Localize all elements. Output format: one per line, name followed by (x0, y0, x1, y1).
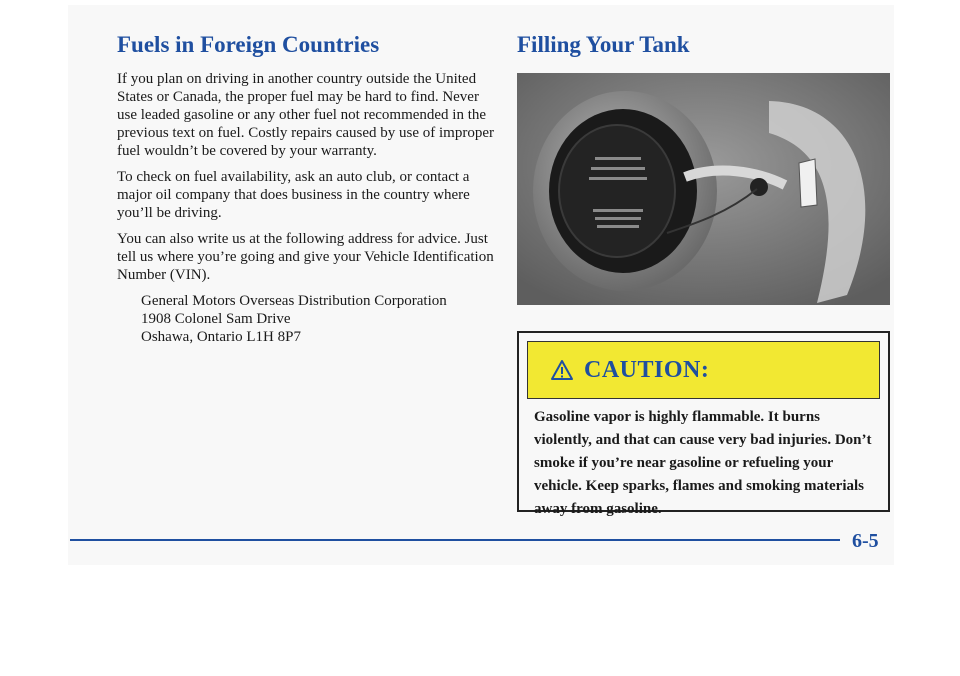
paragraph-write-us: You can also write us at the following address for advice. Just tell us where you’re going and give your Vehicle Identification Number (VIN). (117, 231, 494, 283)
fuels-foreign-heading: Fuels in Foreign Countries (117, 32, 380, 57)
filling-tank-heading: Filling Your Tank (517, 32, 690, 57)
warning-triangle-icon (550, 359, 574, 381)
left-column (117, 32, 497, 346)
paragraph-improper-fuel: If you plan on driving in another country outside the United States or Canada, the proper fuel may be hard to find. Never use leaded gasoline or any other fuel not recommended in the previous text on fuel. Costly repairs caused by use of improper fuel wouldn’t be covered by your warranty. (117, 71, 494, 159)
caution-title: CAUTION: (584, 356, 710, 383)
caution-box (517, 331, 890, 517)
address-line-city: Oshawa, Ontario L1H 8P7 (141, 329, 301, 345)
paragraph-fuel-availability: To check on fuel availability, ask an auto club, or contact a major oil company that does business in the country where you’ll be driving. (117, 169, 470, 221)
address-line-company: General Motors Overseas Distribution Corporation (141, 293, 447, 309)
page-number: 6-5 (852, 530, 879, 552)
caution-header (527, 341, 880, 399)
address-line-street: 1908 Colonel Sam Drive (141, 311, 291, 327)
caution-text: Gasoline vapor is highly flammable. It burns violently, and that can cause very bad injuries. Don’t smoke if you’re near gasoline or refueling your vehicle. Keep sparks, flames and smoking materials away from gasoline. (534, 409, 872, 517)
mailing-address (141, 292, 497, 346)
fuel-cap-photo (517, 73, 890, 305)
footer-rule (70, 539, 840, 541)
